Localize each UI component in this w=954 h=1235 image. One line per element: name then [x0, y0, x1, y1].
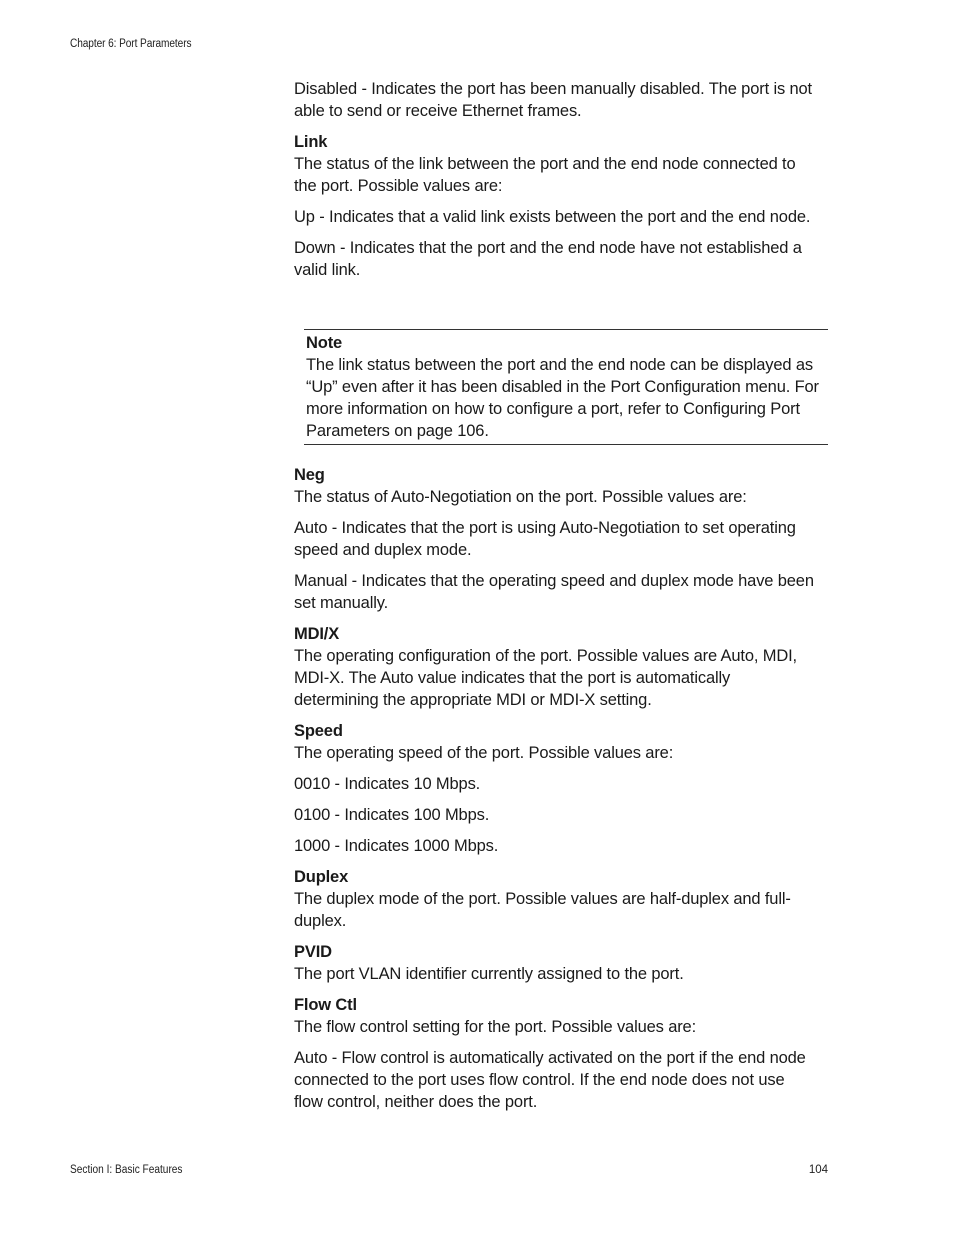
link-description: The status of the link between the port and the end node connected to the port. Possible values are:	[294, 155, 796, 195]
flowctl-value-auto: Auto - Flow control is automatically activated on the port if the end node connected to the port uses flow control. If the end node does not use flow control, neither does the port.	[294, 1049, 806, 1111]
footer-section: Section I: Basic Features	[70, 1164, 183, 1176]
link-value-up: Up - Indicates that a valid link exists between the port and the end node.	[294, 208, 811, 226]
mdix-description: The operating configuration of the port. Possible values are Auto, MDI, MDI-X. The Auto value indicates that the port is automatically determining the appropriate MDI or MDI-X setting.	[294, 647, 797, 709]
speed-term: Speed	[294, 722, 343, 740]
top-section	[294, 78, 814, 290]
running-header: Chapter 6: Port Parameters	[70, 38, 192, 50]
flowctl-description: The flow control setting for the port. Possible values are:	[294, 1018, 697, 1036]
pvid-description: The port VLAN identifier currently assigned to the port.	[294, 965, 684, 983]
field-definitions	[294, 464, 814, 1122]
speed-description: The operating speed of the port. Possible values are:	[294, 744, 674, 762]
neg-term: Neg	[294, 466, 325, 484]
neg-value-auto: Auto - Indicates that the port is using Auto-Negotiation to set operating speed and duplex mode.	[294, 519, 796, 559]
link-value-down: Down - Indicates that the port and the end node have not established a valid link.	[294, 239, 802, 279]
duplex-term: Duplex	[294, 868, 349, 886]
pvid-term: PVID	[294, 943, 332, 961]
page-number: 104	[808, 1164, 828, 1176]
neg-value-manual: Manual - Indicates that the operating speed and duplex mode have been set manually.	[294, 572, 814, 612]
note-text: The link status between the port and the end node can be displayed as “Up” even after it has been disabled in the Port Configuration menu. For more information on how to configure a port, refer to Configuring Port Parameters on page 106.	[306, 356, 819, 440]
neg-description: The status of Auto-Negotiation on the port. Possible values are:	[294, 488, 747, 506]
link-term: Link	[294, 133, 328, 151]
note-box	[304, 329, 828, 445]
speed-value-10: 0010 - Indicates 10 Mbps.	[294, 775, 481, 793]
flowctl-term: Flow Ctl	[294, 996, 357, 1014]
disabled-description: Disabled - Indicates the port has been manually disabled. The port is not able to send or receive Ethernet frames.	[294, 80, 812, 120]
note-title: Note	[306, 334, 343, 352]
speed-value-100: 0100 - Indicates 100 Mbps.	[294, 806, 490, 824]
speed-value-1000: 1000 - Indicates 1000 Mbps.	[294, 837, 499, 855]
duplex-description: The duplex mode of the port. Possible values are half-duplex and full-duplex.	[294, 890, 791, 930]
mdix-term: MDI/X	[294, 625, 340, 643]
